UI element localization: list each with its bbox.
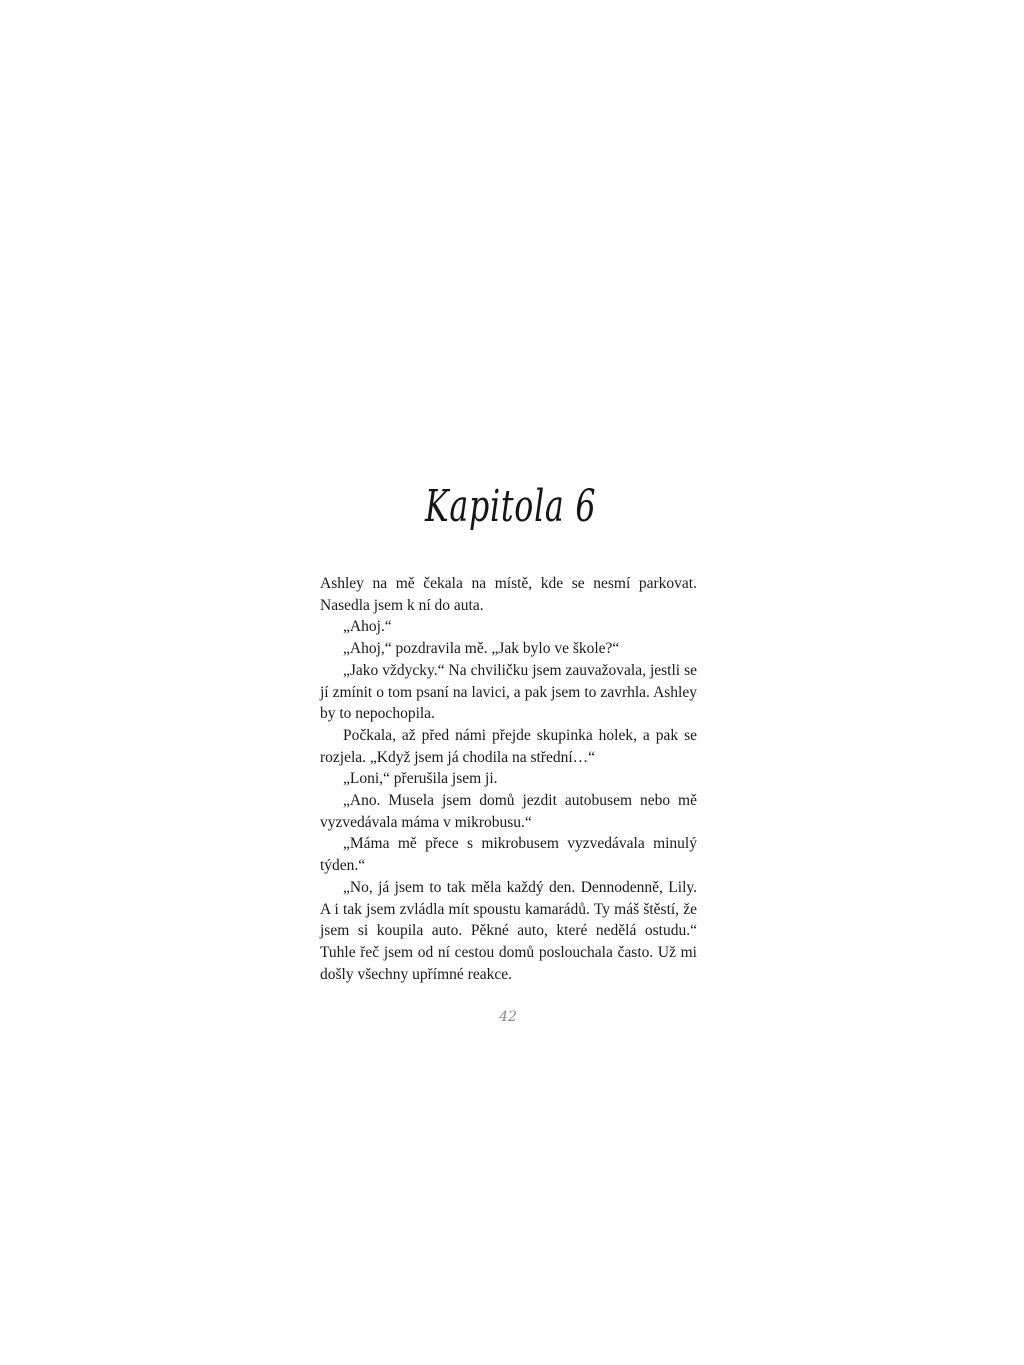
body-text: [320, 573, 697, 985]
paragraph: „Máma mě přece s mikrobusem vyzvedávala minulý týden.“: [320, 835, 697, 875]
paragraph: „Loni,“ přerušila jsem ji.: [343, 770, 498, 788]
chapter-title: Kapitola 6: [424, 481, 597, 533]
paragraph: „Jako vždycky.“ Na chviličku jsem zauvažovala, jestli se jí zmínit o tom psaní na lavici, a pak jsem to zavrhla. Ashley by to nepochopila.: [320, 661, 697, 723]
page-number: 42: [499, 1009, 517, 1025]
paragraph: „No, já jsem to tak měla každý den. Dennodenně, Lily. A i tak jsem zvládla mít spoustu kamarádů. Ty máš štěstí, že jsem si koupila auto. Pěkné auto, které nedělá ostudu.“ Tuhle řeč jsem od ní cestou domů poslouchala často. Už mi došly všechny upřímné reakce.: [320, 878, 697, 983]
paragraph: „Ahoj.“: [343, 618, 392, 636]
paragraph: „Ahoj,“ pozdravila mě. „Jak bylo ve škole?“: [343, 640, 620, 658]
paragraph: „Ano. Musela jsem domů jezdit autobusem nebo mě vyzvedávala máma v mikrobusu.“: [320, 792, 697, 831]
paragraph: Ashley na mě čekala na místě, kde se nesmí parkovat. Nasedla jsem k ní do auta.: [320, 575, 697, 614]
paragraph: Počkala, až před námi přejde skupinka holek, a pak se rozjela. „Když jsem já chodila na střední…“: [320, 726, 697, 766]
